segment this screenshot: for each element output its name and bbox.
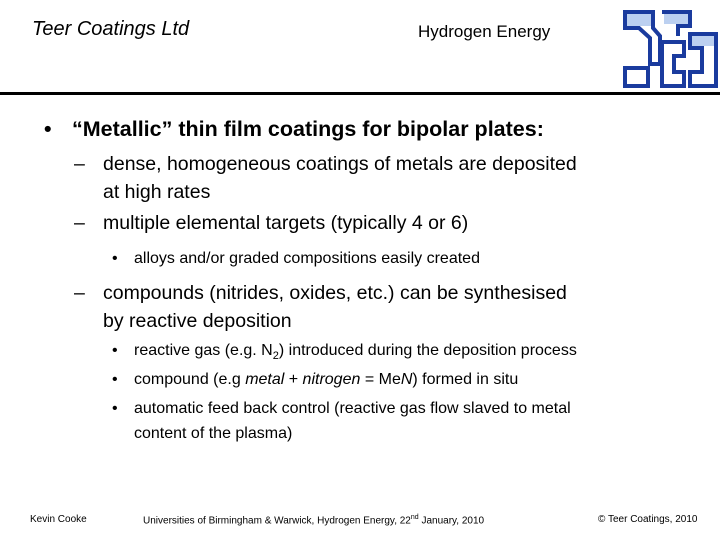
- item-3-line2: by reactive deposition: [103, 310, 292, 332]
- slide-topic: Hydrogen Energy: [418, 22, 551, 41]
- subitem-bullet: •: [112, 400, 118, 417]
- item-1-line1: dense, homogeneous coatings of metals are deposited: [103, 153, 577, 175]
- subitem-bullet: •: [112, 342, 118, 359]
- header-rule: [0, 92, 720, 95]
- main-heading: “Metallic” thin film coatings for bipolar plates:: [72, 117, 544, 141]
- item-dash: –: [74, 153, 85, 175]
- subitem-bullet: •: [112, 371, 118, 388]
- footer-copyright: © Teer Coatings, 2010: [598, 514, 698, 525]
- footer-event: Universities of Birmingham & Warwick, Hydrogen Energy, 22nd January, 2010: [143, 514, 485, 527]
- subitem-bullet: •: [112, 250, 118, 267]
- item-dash: –: [74, 212, 85, 234]
- item-1-line2: at high rates: [103, 181, 211, 203]
- item-3-line1: compounds (nitrides, oxides, etc.) can be synthesised: [103, 282, 567, 304]
- heading-bullet: •: [44, 117, 52, 141]
- tcl-logo-icon: [620, 6, 720, 92]
- item-2-text: multiple elemental targets (typically 4 or 6): [103, 212, 469, 234]
- item-3-subitem-3-line2: content of the plasma): [134, 425, 293, 442]
- item-2-subitem-1: alloys and/or graded compositions easily created: [134, 250, 480, 267]
- item-dash: –: [74, 282, 85, 304]
- footer-author: Kevin Cooke: [30, 514, 87, 525]
- company-name: Teer Coatings Ltd: [32, 18, 190, 40]
- item-3-subitem-2: compound (e.g metal + nitrogen = MeN) formed in situ: [134, 371, 519, 388]
- item-3-subitem-1: reactive gas (e.g. $N_2$) introduced during the deposition process: [134, 342, 577, 363]
- item-3-subitem-3-line1: automatic feed back control (reactive gas flow slaved to metal: [134, 400, 571, 417]
